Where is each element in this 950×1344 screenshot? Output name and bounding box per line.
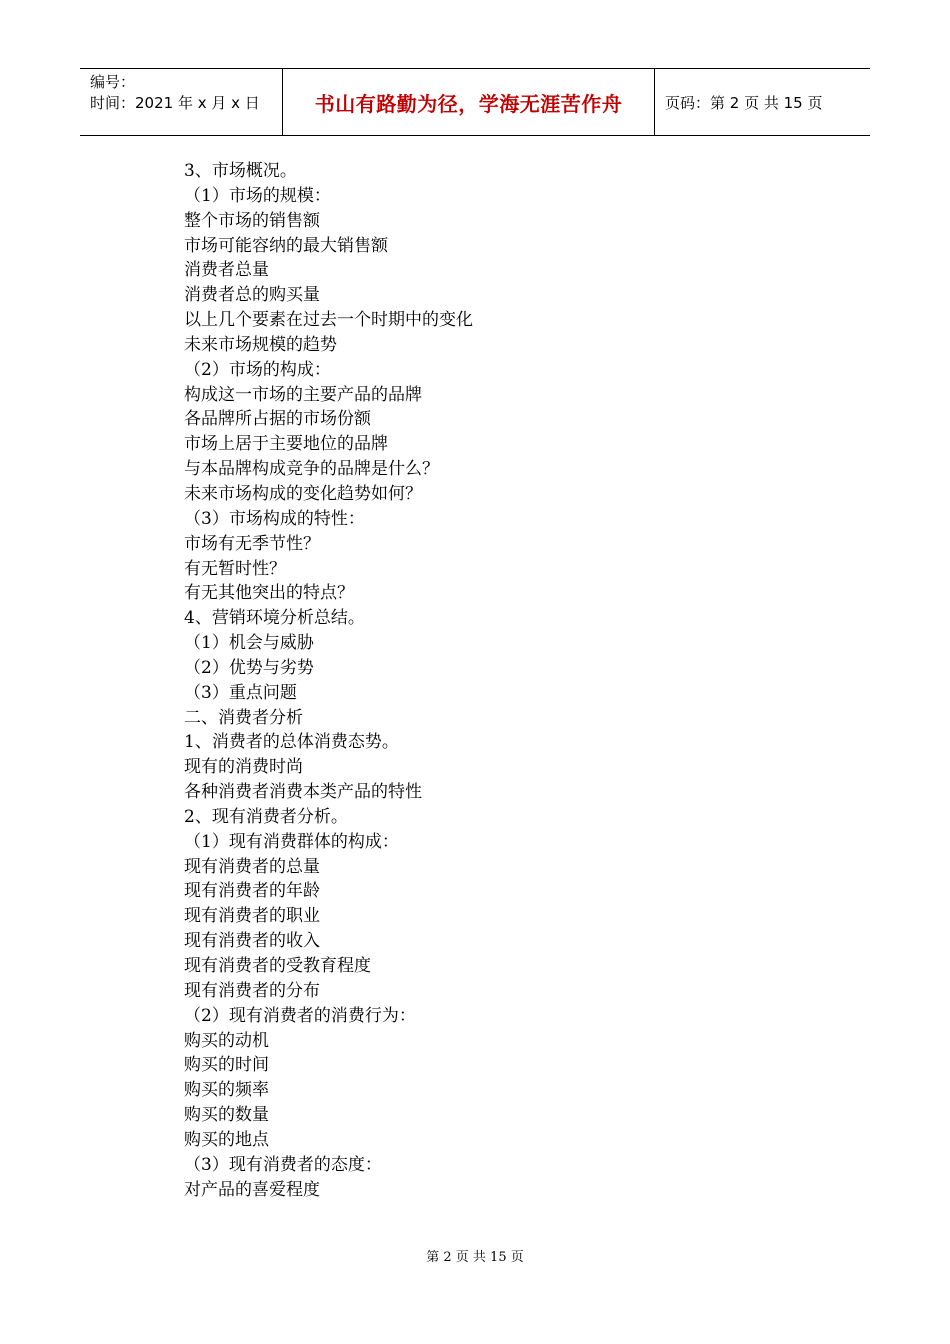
body-line: （2）优势与劣势	[184, 657, 314, 678]
body-line: （3）市场构成的特性：	[184, 508, 365, 529]
body-line: 与本品牌构成竞争的品牌是什么？	[184, 459, 439, 480]
body-line: 消费者总的购买量	[184, 285, 320, 306]
page-footer: 第 2 页 共 15 页	[426, 1250, 524, 1265]
body-line: 2、现有消费者分析。	[184, 806, 348, 827]
body-line: 现有消费者的收入	[184, 931, 320, 952]
body-line: 购买的频率	[184, 1080, 269, 1101]
body-line: 构成这一市场的主要产品的品牌	[184, 384, 422, 405]
body-line: （1）现有消费群体的构成：	[184, 831, 399, 852]
body-line: （1）市场的规模：	[184, 185, 331, 206]
body-line: （1）机会与威胁	[184, 633, 314, 654]
document-body	[184, 159, 804, 1202]
body-line: 市场可能容纳的最大销售额	[184, 235, 388, 256]
body-line: 对产品的喜爱程度	[184, 1179, 320, 1200]
body-line: （3）现有消费者的态度：	[184, 1154, 382, 1175]
header-meta	[80, 69, 283, 135]
body-line: 现有消费者的受教育程度	[184, 956, 371, 976]
body-line: 购买的动机	[184, 1030, 269, 1051]
body-line: 以上几个要素在过去一个时期中的变化	[184, 310, 473, 331]
body-line: 有无其他突出的特点？	[184, 583, 354, 604]
body-line: 现有消费者的分布	[184, 980, 320, 1001]
body-line: 现有消费者的年龄	[184, 881, 320, 902]
body-line: 消费者总量	[184, 260, 269, 281]
body-line: 各种消费者消费本类产品的特性	[184, 782, 422, 803]
header-date: 时间：2021 年 x 月 x 日	[90, 94, 260, 112]
body-line: 1、消费者的总体消费态势。	[184, 732, 399, 753]
body-line: 未来市场规模的趋势	[184, 334, 337, 355]
body-line: （2）现有消费者的消费行为：	[184, 1005, 416, 1026]
body-line: （2）市场的构成：	[184, 359, 331, 380]
body-line: 购买的地点	[184, 1129, 269, 1150]
body-line: 整个市场的销售额	[184, 210, 320, 231]
body-line: 4、营销环境分析总结。	[184, 608, 365, 629]
document-header	[80, 68, 870, 136]
header-motto: 书山有路勤为径，学海无涯苦作舟	[283, 69, 655, 135]
body-line: （3）重点问题	[184, 682, 297, 703]
body-line: 市场上居于主要地位的品牌	[184, 434, 388, 455]
body-line: 现有消费者的职业	[184, 906, 320, 927]
header-page-info: 页码：第 2 页 共 15 页	[665, 93, 823, 112]
body-line: 3、市场概况。	[184, 161, 297, 181]
body-line: 购买的时间	[184, 1055, 269, 1076]
body-line: 现有的消费时尚	[184, 757, 303, 778]
body-line: 购买的数量	[184, 1105, 269, 1126]
body-line: 各品牌所占据的市场份额	[184, 409, 371, 430]
header-number-label: 编号：	[90, 73, 136, 91]
body-line: 有无暂时性？	[184, 558, 286, 579]
body-line: 市场有无季节性？	[184, 533, 320, 554]
body-line: 现有消费者的总量	[184, 856, 320, 877]
body-line: 未来市场构成的变化趋势如何？	[184, 483, 422, 504]
body-line: 二、消费者分析	[184, 707, 303, 728]
